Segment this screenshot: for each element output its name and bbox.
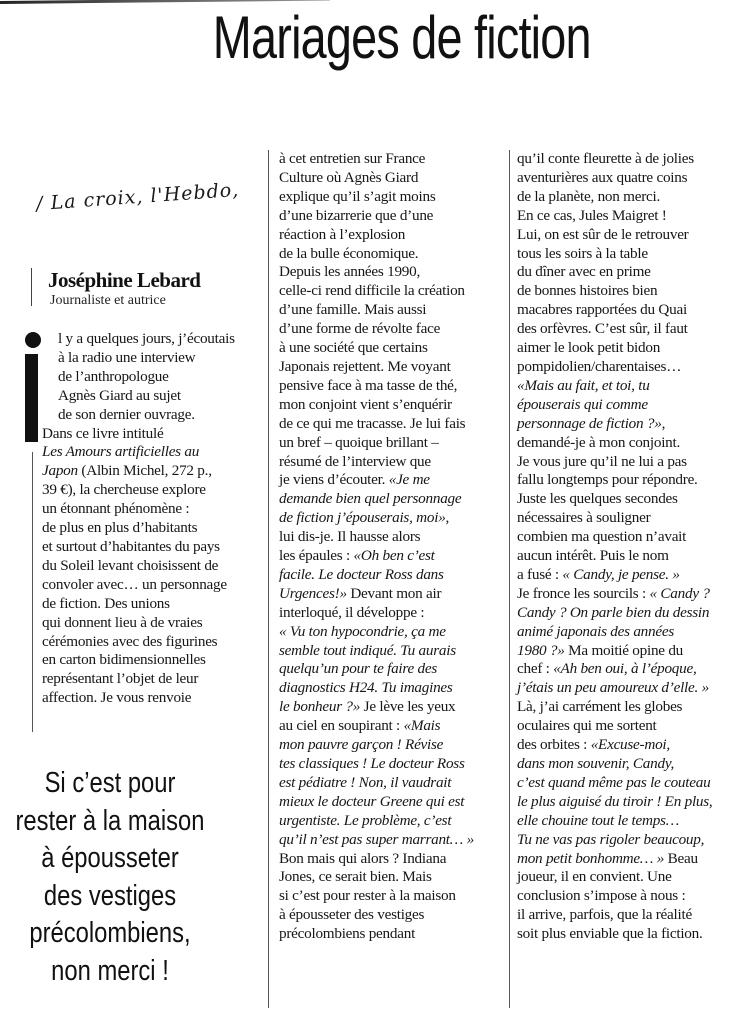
handwritten-note: / La croix, l'Hebdo, (35, 178, 240, 216)
text-line: il arrive, parfois, que la réalité (517, 906, 692, 924)
text-line: affection. Je vous renvoie (42, 689, 192, 707)
text-line: Juste les quelques secondes (517, 490, 678, 508)
text-line: de bonnes histoires bien (517, 282, 658, 300)
text-line: d’une forme de révolte face (279, 320, 441, 338)
text-line: si c’est pour rester à la maison (279, 887, 456, 905)
quote-span: demande bien quel personnage (279, 490, 462, 508)
text-line: En ce cas, Jules Maigret ! (517, 206, 667, 224)
text-line: tous les soirs à la table (517, 244, 648, 262)
text-line: qu’il conte fleurette à de jolies (517, 150, 694, 167)
byline-rule (31, 268, 32, 306)
article-column-3 (517, 150, 747, 944)
text-line: à une société que certains (279, 339, 428, 357)
text-line: explique qu’il s’agit moins (279, 187, 436, 205)
text-line (517, 415, 747, 434)
text-line: 39 €), la chercheuse explore (42, 481, 206, 499)
text-line (279, 812, 504, 831)
text-line (517, 812, 747, 831)
quote-span: animé japonais des années (517, 622, 674, 640)
text-line: l y a quelques jours, j’écoutais (58, 330, 235, 347)
text-line: aimer le look petit bidon (517, 339, 661, 357)
text-line (42, 443, 252, 462)
book-title: Les Amours artificielles au (42, 443, 200, 461)
quote-span: «Oh ben c’est (353, 547, 435, 565)
text-line (517, 642, 747, 661)
text-line: en carton bidimensionnelles (42, 651, 206, 669)
text-line: Là, j’ai carrément les globes (517, 698, 683, 716)
quote-span: mon pauvre garçon ! Révise (279, 736, 444, 754)
quote-span: le plus aiguisé du tiroir ! En plus, (517, 792, 713, 810)
text-span: je viens d’écouter. (279, 471, 389, 489)
text-line: pensive face à ma tasse de thé, (279, 376, 458, 394)
text-line (279, 831, 504, 850)
quote-span: « Candy ? (649, 584, 710, 602)
text-line: des orfèvres. C’est sûr, il faut (517, 320, 688, 338)
pull-quote-line: précolombiens, (29, 917, 191, 949)
text-line: un bref – quoique brillant – (279, 433, 439, 451)
text-span: des orbites : (517, 736, 591, 754)
text-line: cérémonies avec des figurines (42, 632, 218, 650)
text-line: de la bulle économique. (279, 244, 419, 262)
text-line: de son dernier ouvrage. (58, 405, 195, 423)
text-line (279, 660, 504, 679)
text-line: Culture où Agnès Giard (279, 168, 419, 186)
text-line (279, 679, 504, 698)
text-line: d’une bizarrerie que d’une (279, 206, 434, 224)
quote-span: Urgences!» (279, 584, 347, 602)
text-span: les épaules : (279, 547, 354, 565)
pull-quote-line: des vestiges (43, 879, 177, 912)
text-line: Jones, ce serait bien. Mais (279, 868, 432, 886)
text-line: Bon mais qui alors ? Indiana (279, 849, 447, 867)
text-line (517, 755, 747, 774)
text-line: mon conjoint vient s’enquérir (279, 395, 452, 413)
quote-span: dans mon souvenir, Candy, (517, 755, 675, 772)
text-line (517, 793, 747, 812)
quote-span: qu’il n’est pas super marrant… » (279, 830, 474, 848)
text-line (517, 604, 747, 623)
text-line: à cet entretien sur France (279, 150, 426, 167)
text-span: , (445, 509, 450, 527)
text-span: (Albin Michel, 272 p., (77, 462, 212, 480)
column3-rule (509, 150, 510, 1008)
pull-quote-line: non merci ! (51, 954, 169, 987)
text-line: résumé de l’interview que (279, 452, 431, 470)
text-line (517, 377, 747, 396)
quote-span: le bonheur ?» (279, 698, 361, 716)
text-line: lui dis-je. Il hausse alors (279, 528, 421, 546)
pull-quote-line: Si c’est pour (44, 767, 176, 799)
text-line (279, 717, 504, 736)
text-span: Ma moitié opine du (564, 641, 684, 659)
text-line: pompidolien/charentaises… (517, 357, 682, 375)
headline: Mariages de fiction (212, 4, 591, 71)
quote-span: facile. Le docteur Ross dans (279, 565, 444, 583)
quote-span: semble tout indiqué. Tu aurais (279, 641, 456, 659)
text-line: interloqué, il développe : (279, 603, 425, 621)
text-line (517, 660, 747, 679)
article-column-2 (279, 150, 504, 944)
text-line (279, 774, 504, 793)
text-line: soit plus enviable que la fiction. (517, 925, 703, 943)
text-span: au ciel en soupirant : (279, 717, 404, 735)
column2-rule (268, 150, 269, 1008)
drop-cap-i (22, 332, 42, 442)
text-line (279, 471, 504, 490)
text-line: à épousseter des vestiges (279, 906, 425, 924)
quote-span: mieux le docteur Greene qui est (279, 792, 465, 810)
quote-span: « Candy, je pense. » (562, 565, 680, 583)
text-line: un étonnant phénomène : (42, 500, 190, 518)
article-column-1 (42, 330, 252, 708)
text-span: Je fronce les sourcils : (517, 584, 650, 602)
text-line (279, 509, 504, 528)
text-line: du Soleil levant choisissent de (42, 556, 219, 574)
quote-span: tes classiques ! Le docteur Ross (279, 755, 465, 772)
column1-rule (32, 452, 33, 732)
text-line: d’une famille. Mais aussi (279, 301, 427, 319)
text-line: Japonais rejettent. Me voyant (279, 357, 451, 375)
quote-span: mon petit bonhomme… » (517, 849, 665, 867)
text-line (279, 490, 504, 509)
text-line: de plus en plus d’habitants (42, 519, 198, 537)
quote-span: «Mais (403, 717, 441, 735)
text-line: celle-ci rend difficile la création (279, 282, 465, 300)
text-line (517, 396, 747, 415)
quote-span: elle chouine tout le temps… (517, 811, 679, 829)
quote-span: «Mais au fait, et toi, tu (517, 376, 650, 394)
quote-span: 1980 ?» (517, 641, 565, 659)
text-line: à la radio une interview (58, 348, 196, 366)
quote-span: de fiction j’épouserais, moi» (279, 509, 446, 527)
text-line: de l’anthropologue (58, 367, 169, 385)
text-line: de ce qui me tracasse. Je lui fais (279, 414, 466, 432)
text-line (42, 462, 252, 481)
quote-span: j’étais un peu amoureux d’elle. » (517, 679, 709, 697)
text-line: demandé-je à mon conjoint. (517, 433, 681, 451)
text-line (279, 566, 504, 585)
pull-quote (12, 765, 209, 990)
text-line: nécessaires à souligner (517, 509, 651, 527)
text-span: Devant mon air (346, 584, 442, 602)
text-line (279, 623, 504, 642)
text-line (279, 755, 504, 774)
text-span: Je lève les yeux (360, 698, 456, 716)
text-line: représentant l’objet de leur (42, 670, 199, 688)
text-line: Agnès Giard au sujet (58, 386, 181, 404)
text-line (279, 547, 504, 566)
text-line: Je vous jure qu’il ne lui a pas (517, 452, 687, 470)
quote-span: personnage de fiction ?» (517, 414, 662, 432)
author-title: Journaliste et autrice (50, 293, 166, 308)
text-line: aventurières aux quatre coins (517, 168, 688, 186)
text-line: aucun intérêt. Puis le nom (517, 547, 669, 565)
text-line: réaction à l’explosion (279, 225, 406, 243)
pull-quote-line: à épousseter (41, 842, 179, 874)
text-line (517, 566, 747, 585)
text-line: conclusion s’impose à nous : (517, 887, 686, 905)
text-line: macabres rapportées du Quai (517, 301, 687, 319)
text-line: combien ma question n’avait (517, 528, 687, 546)
quote-span: «Je me (388, 471, 430, 489)
quote-span: épouserais qui comme (517, 395, 648, 413)
text-line: Depuis les années 1990, (279, 263, 421, 281)
text-line (279, 698, 504, 717)
text-line: et surtout d’habitantes du pays (42, 537, 220, 555)
quote-span: quelqu’un pour te faire des (279, 660, 438, 678)
quote-span: « Vu ton hypocondrie, ça me (279, 622, 446, 640)
text-line (517, 679, 747, 698)
text-line: joueur, il en convient. Une (517, 868, 672, 886)
text-line (517, 774, 747, 793)
text-span: chef : (517, 660, 554, 678)
quote-span: «Excuse-moi, (590, 736, 670, 754)
quote-span: diagnostics H24. Tu imagines (279, 679, 453, 697)
quote-span: Candy ? On parle bien du dessin (517, 603, 710, 621)
drop-cap-stem (25, 354, 38, 442)
author-name: Joséphine Lebard (48, 268, 201, 292)
text-line: oculaires qui me sortent (517, 717, 657, 735)
text-line (517, 585, 747, 604)
quote-span: c’est quand même pas le couteau (517, 773, 711, 791)
drop-cap-dot (25, 332, 41, 348)
text-line (279, 793, 504, 812)
text-span: Beau (664, 849, 698, 867)
text-line: de la planète, non merci. (517, 187, 661, 205)
text-span: a fusé : (517, 565, 563, 583)
text-span: , (661, 414, 666, 432)
quote-span: urgentiste. Le problème, c’est (279, 811, 452, 829)
pull-quote-line: rester à la maison (15, 804, 205, 837)
text-line: qui donnent lieu à de vraies (42, 613, 203, 631)
quote-span: «Ah ben oui, à l’époque, (553, 660, 697, 678)
text-line (279, 585, 504, 604)
text-line: Dans ce livre intitulé (42, 424, 164, 442)
quote-span: est pédiatre ! Non, il vaudrait (279, 773, 452, 791)
text-line (517, 623, 747, 642)
text-line (279, 736, 504, 755)
text-line (517, 850, 747, 869)
quote-span: Tu ne vas pas rigoler beaucoup, (517, 830, 705, 848)
text-line: du dîner avec en prime (517, 263, 651, 281)
text-line: Lui, on est sûr de le retrouver (517, 225, 689, 243)
text-line: de fiction. Des unions (42, 594, 170, 612)
text-line: précolombiens pendant (279, 925, 416, 943)
book-title: Japon (42, 462, 78, 480)
text-line (517, 736, 747, 755)
text-line (517, 831, 747, 850)
text-line: convoler avec… un personnage (42, 575, 227, 593)
text-line: fallu longtemps pour répondre. (517, 471, 698, 489)
text-line (279, 642, 504, 661)
